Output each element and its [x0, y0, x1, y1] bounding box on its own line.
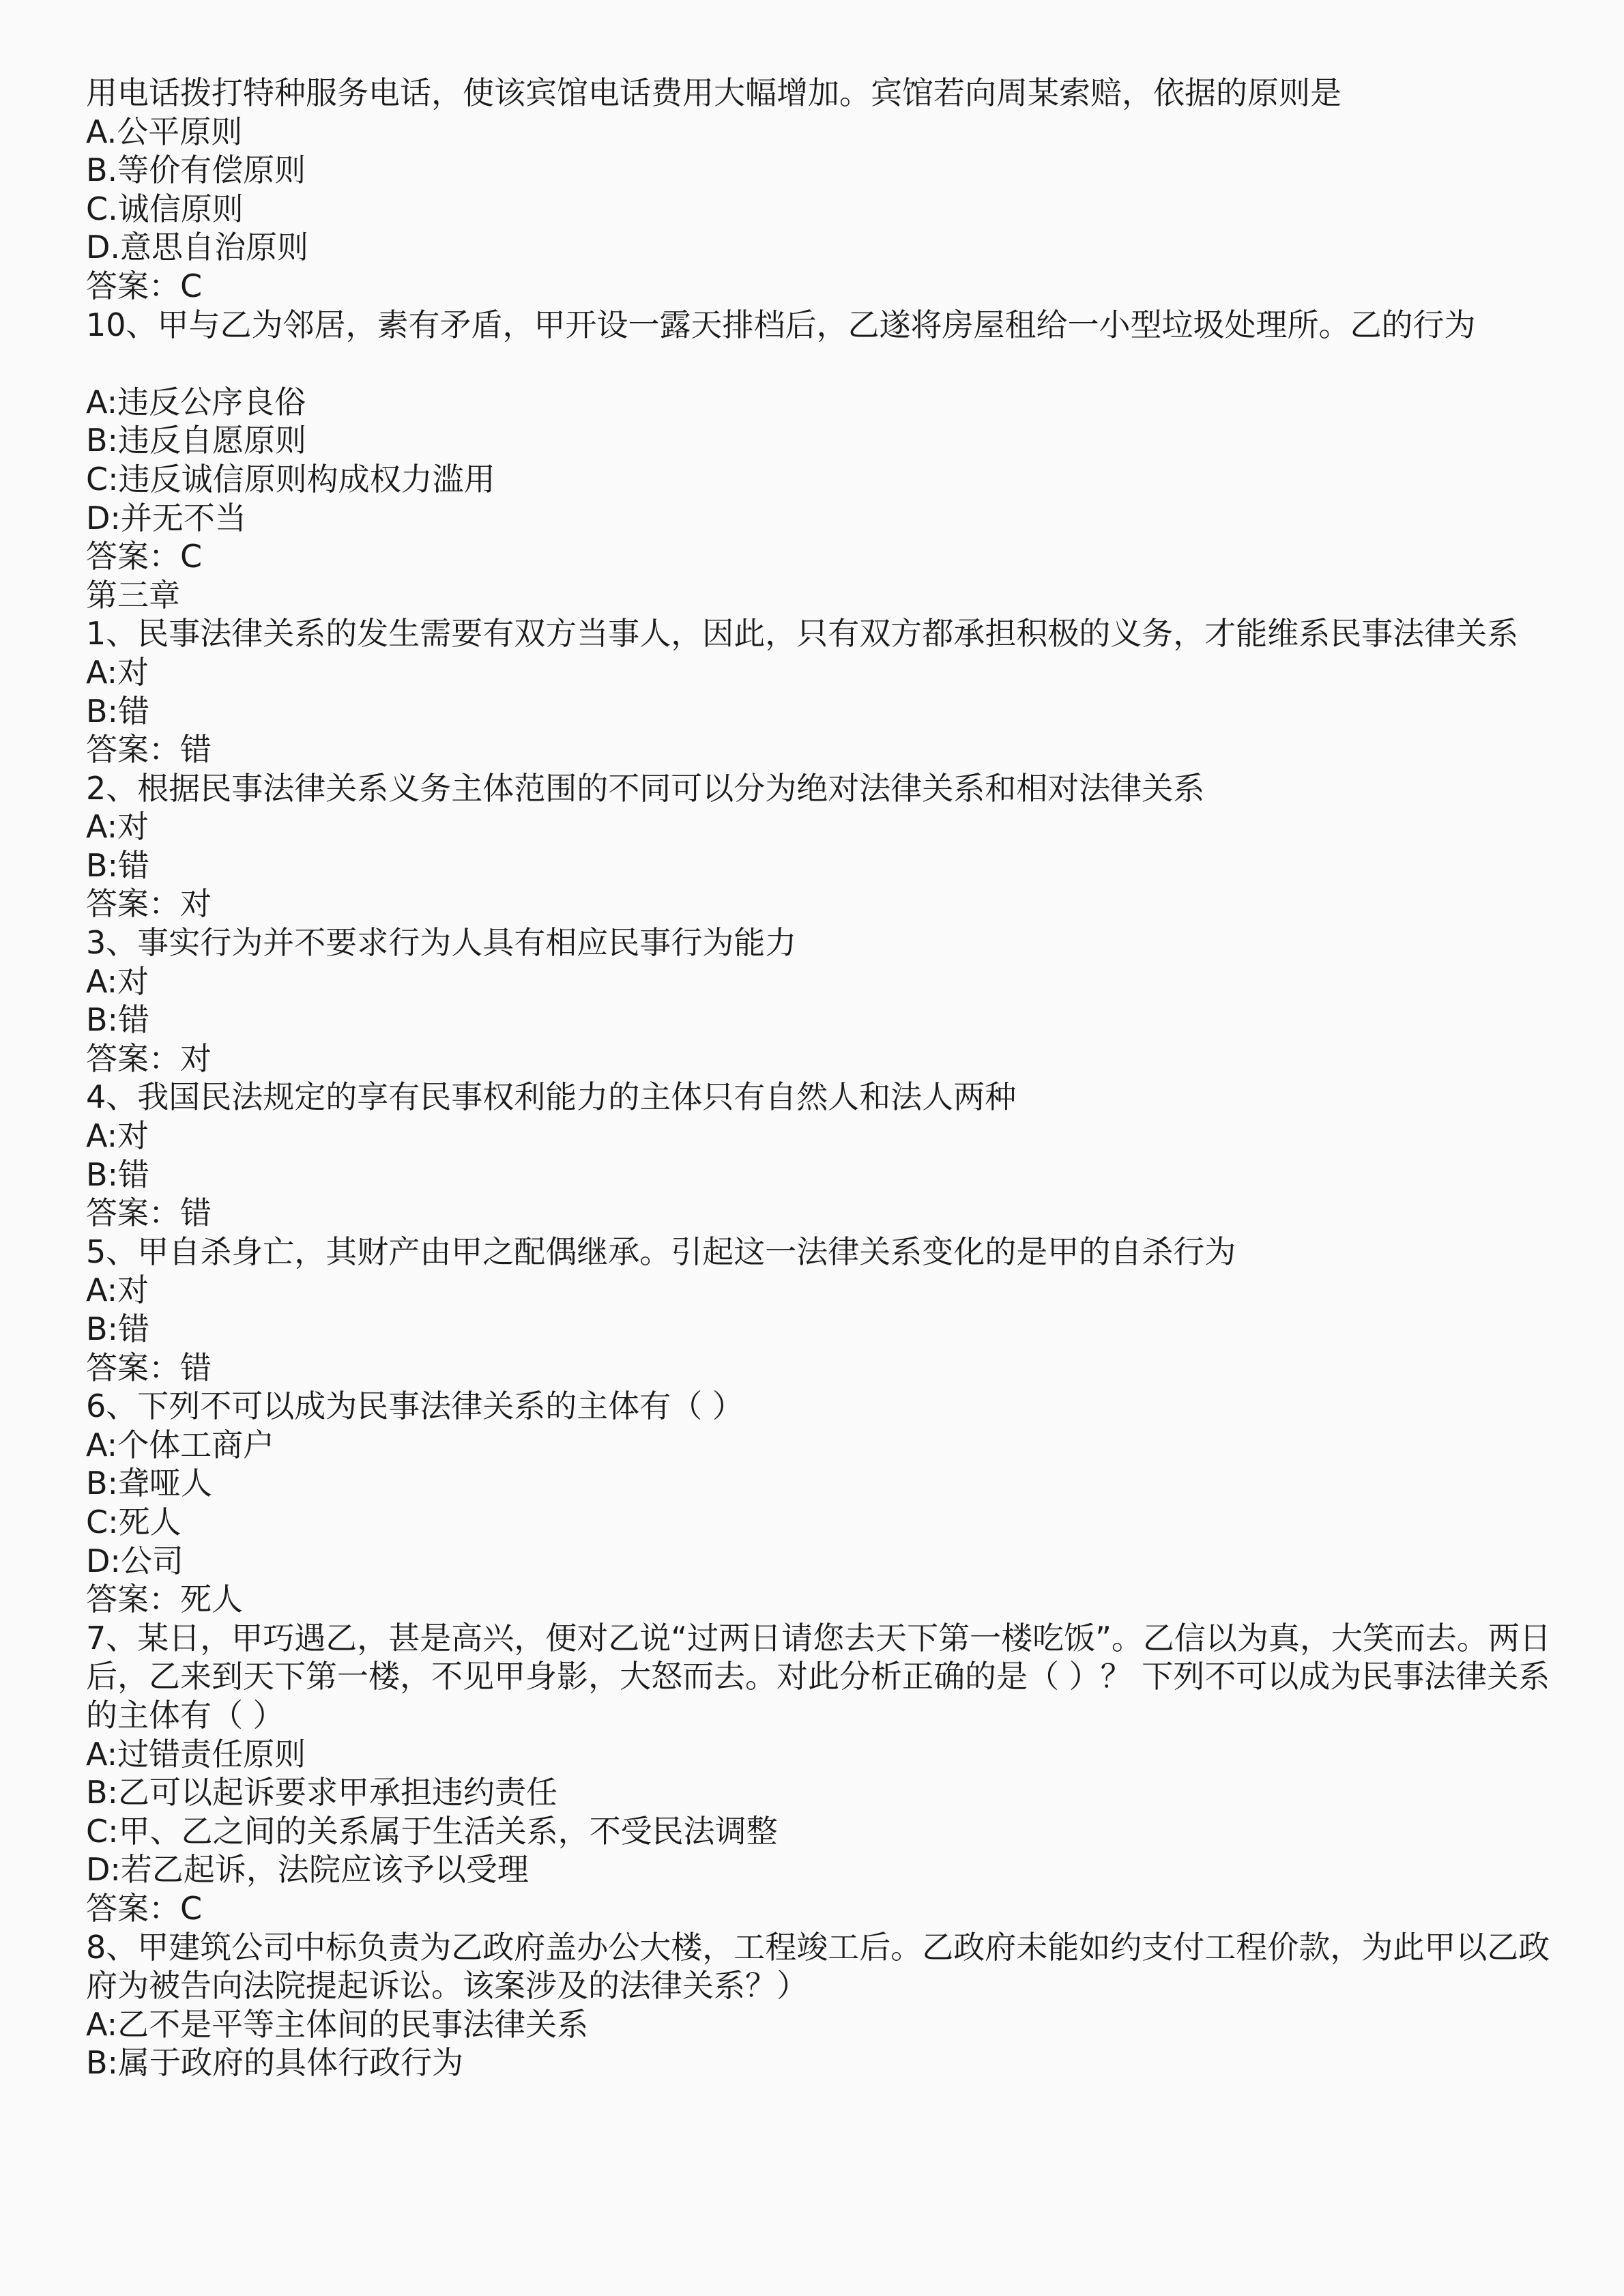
question-8: 8、甲建筑公司中标负责为乙政府盖办公大楼，工程竣工后。乙政府未能如约支付工程价款，为此甲以乙政府为被告向法院提起诉讼。该案涉及的法律关系？）: [86, 1928, 1550, 2005]
option-c: C:死人: [86, 1503, 182, 1540]
option-a: A:对: [86, 808, 149, 846]
option-a: A:过错责任原则: [86, 1735, 306, 1773]
option-a: A.公平原则: [86, 113, 243, 150]
option-b: B:聋哑人: [86, 1465, 213, 1502]
question-10: 10、甲与乙为邻居，素有矛盾，甲开设一露天排档后，乙遂将房屋租给一小型垃圾处理所。乙的行为: [86, 306, 1476, 343]
option-a: A:违反公序良俗: [86, 383, 306, 420]
option-c: C:违反诚信原则构成权力滥用: [86, 460, 495, 498]
option-d: D.意思自治原则: [86, 229, 309, 266]
option-b: B.等价有偿原则: [86, 152, 306, 189]
option-b: B:错: [86, 1001, 150, 1039]
question-text: 用电话拨打特种服务电话，使该宾馆电话费用大幅增加。宾馆若向周某索赔，依据的原则是: [86, 74, 1342, 111]
option-b: B:错: [86, 1156, 150, 1193]
option-b: B:违反自愿原则: [86, 422, 307, 459]
option-a: A:对: [86, 653, 149, 691]
answer: 答案：对: [86, 1039, 212, 1077]
option-b: B:错: [86, 1310, 150, 1347]
question-6: 6、下列不可以成为民事法律关系的主体有（ ）: [86, 1388, 744, 1425]
question-7: 7、某日，甲巧遇乙，甚是高兴，便对乙说“过两日请您去天下第一楼吃饭”。乙信以为真，大笑而去。两日后，乙来到天下第一楼，不见甲身影，大怒而去。对此分析正确的是（ ）？ 下列不可以成为民事法律关系的主体有（ ）: [86, 1619, 1551, 1734]
option-a: A:对: [86, 1272, 149, 1309]
blank-line: [86, 344, 1569, 383]
answer: 答案：死人: [86, 1581, 243, 1618]
answer: 答案：错: [86, 1194, 212, 1232]
question-4: 4、我国民法规定的享有民事权利能力的主体只有自然人和法人两种: [86, 1078, 1017, 1116]
option-b: B:乙可以起诉要求甲承担违约责任: [86, 1774, 558, 1811]
answer: 答案：C: [86, 1889, 203, 1927]
answer: 答案：C: [86, 267, 203, 304]
answer: 答案：C: [86, 538, 203, 575]
option-a: A:个体工商户: [86, 1426, 275, 1463]
option-d: D:若乙起诉，法院应该予以受理: [86, 1851, 529, 1889]
option-a: A:对: [86, 1117, 149, 1155]
option-a: A:乙不是平等主体间的民事法律关系: [86, 2005, 589, 2043]
question-5: 5、甲自杀身亡，其财产由甲之配偶继承。引起这一法律关系变化的是甲的自杀行为: [86, 1233, 1236, 1270]
answer: 答案：对: [86, 885, 212, 923]
question-2: 2、根据民事法律关系义务主体范围的不同可以分为绝对法律关系和相对法律关系: [86, 769, 1205, 807]
option-c: C:甲、乙之间的关系属于生活关系，不受民法调整: [86, 1812, 778, 1850]
question-1: 1、民事法律关系的发生需要有双方当事人，因此，只有双方都承担积极的义务，才能维系民事法律关系: [86, 615, 1519, 652]
option-a: A:对: [86, 962, 149, 1000]
option-d: D:并无不当: [86, 499, 246, 536]
option-c: C.诚信原则: [86, 190, 244, 227]
option-d: D:公司: [86, 1542, 184, 1579]
option-b: B:属于政府的具体行政行为: [86, 2044, 464, 2082]
question-3: 3、事实行为并不要求行为人具有相应民事行为能力: [86, 924, 797, 962]
answer: 答案：错: [86, 1349, 212, 1386]
option-b: B:错: [86, 692, 150, 730]
option-b: B:错: [86, 846, 150, 884]
chapter-heading: 第三章: [86, 576, 180, 614]
answer: 答案：错: [86, 731, 212, 769]
